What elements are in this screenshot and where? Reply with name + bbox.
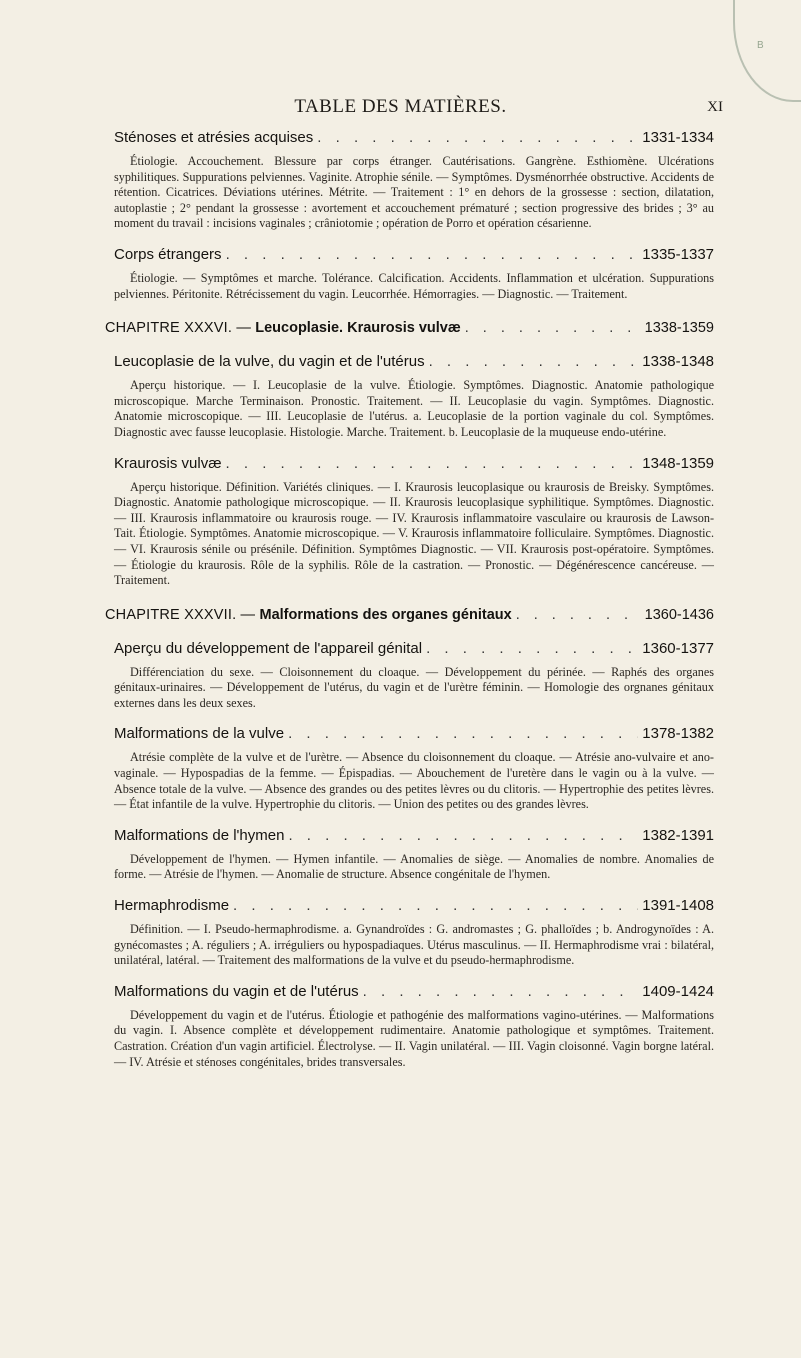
chapter-label: [105, 605, 512, 626]
section-heading: [114, 723, 714, 744]
dot-leader: [226, 244, 639, 265]
chapter-title: Leucoplasie. Kraurosis vulvæ: [255, 320, 461, 337]
section-summary: Étiologie. Accouchement. Blessure par corps étranger. Cautérisations. Gangrène. Esthiomène. Ulcérations syphilitiques. Suppurations pelviennes. Vaginite. Atrophie sénile. — Symptômes. Dysménorrhée obstructive. Accidents de rétention. Cicatrices. Déviations utérines. Métrite. — Traitement : 1° en dehors de la grossesse : section, dilatation, autoplastie ; 2° pendant la grossesse : avortement et accouchement prématuré ; section progressive des brides ; 3° au moment du travail : incisions vaginales ; crâniotomie ; opération de Porro et opération césarienne.: [114, 154, 714, 231]
running-title: TABLE DES MATIÈRES.: [294, 96, 507, 117]
section-heading: [114, 895, 714, 916]
section-summary: Aperçu historique. — I. Leucoplasie de la vulve. Étiologie. Symptômes. Diagnostic. Anatomie pathologique microscopique. Marche Terminaison. Pronostic. Traitement. — II. Leucoplasie du vagin. Symptômes. Diagnostic. Anatomie microscopique. — III. Leucoplasie de l'utérus. a. Leucoplasie de la portion vaginale du col. Symptômes. Diagnostic avec fausse leucoplasie. Histologie. Marche. Traitement. b. Leucoplasie de la muqueuse endo-utérine.: [114, 378, 714, 439]
section-heading: [114, 825, 714, 846]
section-label: Leucoplasie de la vulve, du vagin et de l'utérus: [114, 353, 425, 371]
dot-leader: [429, 351, 639, 372]
section-label: Aperçu du développement de l'appareil génital: [114, 639, 423, 657]
page-range: 1331-1334: [642, 129, 714, 146]
section-summary: Étiologie. — Symptômes et marche. Tolérance. Calcification. Accidents. Inflammation et ulcération. Suppurations pelviennes. Péritonite. Rétrécissement du vagin. Leucorrhée. Hémorragies. — Diagnostic. — Traitement.: [114, 270, 714, 301]
dot-leader: [288, 723, 638, 744]
dot-leader: [317, 127, 638, 148]
section-summary: Différenciation du sexe. — Cloisonnement du cloaque. — Développement du périnée. — Raphés des organes génitaux-urinaires. — Développement de l'utérus, du vagin et de l'urètre féminin. — Homologie des orgnanes génitaux externes dans les deux sexes.: [114, 664, 714, 710]
dot-leader: [233, 895, 638, 916]
dot-leader: [288, 825, 638, 846]
dot-leader: [516, 605, 641, 626]
chapter-title: Malformations des organes génitaux: [259, 606, 512, 623]
section-heading: [114, 244, 714, 265]
section-label: Malformations de la vulve: [114, 725, 285, 743]
chapter-number: CHAPITRE XXXVI. —: [105, 320, 256, 337]
chapter-heading: [105, 318, 714, 339]
section-summary: Atrésie complète de la vulve et de l'urètre. — Absence du cloisonnement du cloaque. — Atrésie ano-vulvaire et ano-vaginale. — Hypospadias de la femme. — Épispadias. — Abouchement de l'uretère dans le vagin ou à la vulve. — Absence totale de la vulve. — Absence des grandes ou des petites lèvres ou du clitoris. — Hypertrophie des petites lèvres. — État infantile de la vulve. Hypertrophie du clitoris. — Union des petites ou des grandes lèvres.: [114, 750, 714, 812]
section-summary: Développement du vagin et de l'utérus. Étiologie et pathogénie des malformations vagino-utérines. — Malformations du vagin. I. Absence complète et développement rudimentaire. Anatomie pathologique et symptômes. Traitement. Castration. Création d'un vagin artificiel. Électrolyse. — II. Vagin unilatéral. — III. Vagin cloisonné. Vagin borgne latéral. — IV. Atrésie et sténoses congénitales, brides transversales.: [114, 1007, 714, 1069]
dot-leader: [226, 453, 639, 474]
section-label: Malformations de l'hymen: [114, 826, 285, 844]
page-range: 1378-1382: [642, 725, 714, 743]
dot-leader: [465, 318, 641, 339]
page-range: 1338-1348: [642, 353, 714, 371]
section-label: Hermaphrodisme: [114, 897, 230, 915]
stamp-text: B: [757, 40, 764, 51]
section-label: Kraurosis vulvæ: [114, 454, 222, 472]
section-heading: [114, 638, 714, 659]
section-summary: Aperçu historique. Définition. Variétés cliniques. — I. Kraurosis leucoplasique ou kraurosis de Breisky. Symptômes. Diagnostic. Anatomie pathologique microscopique. — II. Kraurosis leucoplasique syphilitique. Symptômes. Diagnostic. — III. Kraurosis inflammatoire ou kraurosis rouge. — IV. Kraurosis inflammatoire vasculaire ou kraurosis de Lawson-Tait. Étiologie. Symptômes. Anatomie microscopique. — V. Kraurosis inflammatoire folliculaire. Symptômes. Diagnostic. — VI. Kraurosis sénile ou présénile. Définition. Symptômes Diagnostic. — VII. Kraurosis post-opératoire. Symptômes. — Étiologie du kraurosis. Rôle de la syphilis. Rôle de la castration. — Pronostic. — Dégénérescence cancéreuse. — Traitement.: [114, 479, 714, 588]
dot-leader: [363, 981, 639, 1002]
section-label: Sténoses et atrésies acquises: [114, 129, 314, 146]
page-range: 1348-1359: [642, 454, 714, 472]
library-stamp: [733, 0, 801, 102]
section-heading: [114, 453, 714, 474]
section-heading: [114, 981, 714, 1002]
page-range: 1335-1337: [642, 245, 714, 263]
table-of-contents: [105, 127, 714, 1070]
section-heading: [114, 127, 714, 148]
section-summary: Définition. — I. Pseudo-hermaphrodisme. a. Gynandroïdes : G. andromastes ; G. phalloïdes ; b. Androgynoïdes : A. gynécomastes ; A. réguliers ; A. irréguliers ou hypospadiaques. Utérus masculinus. — II. Hermaphrodisme vrai : bilatéral, unilatéral, latéral. — Traitement des malformations de la vulve et du pseudo-hermaphrodisme.: [114, 922, 714, 968]
page-range: 1338-1359: [644, 320, 714, 337]
section-label: Corps étrangers: [114, 245, 222, 263]
section-summary: Développement de l'hymen. — Hymen infantile. — Anomalies de siège. — Anomalies de nombre. Anomalies de forme. — Atrésie de l'hymen. — Anomalie de structure. Absence congénitale de l'hymen.: [114, 851, 714, 882]
page-range: 1360-1377: [642, 639, 714, 657]
section-heading: [114, 351, 714, 372]
page-range: 1409-1424: [642, 982, 714, 1000]
section-label: Malformations du vagin et de l'utérus: [114, 982, 359, 1000]
running-header: [0, 96, 801, 122]
chapter-label: [105, 318, 461, 339]
page-number: XI: [707, 99, 723, 115]
page-range: 1382-1391: [642, 826, 714, 844]
chapter-number: CHAPITRE XXXVII. —: [105, 606, 260, 623]
page-range: 1360-1436: [644, 606, 714, 623]
page-range: 1391-1408: [642, 897, 714, 915]
dot-leader: [426, 638, 638, 659]
chapter-heading: [105, 605, 714, 626]
